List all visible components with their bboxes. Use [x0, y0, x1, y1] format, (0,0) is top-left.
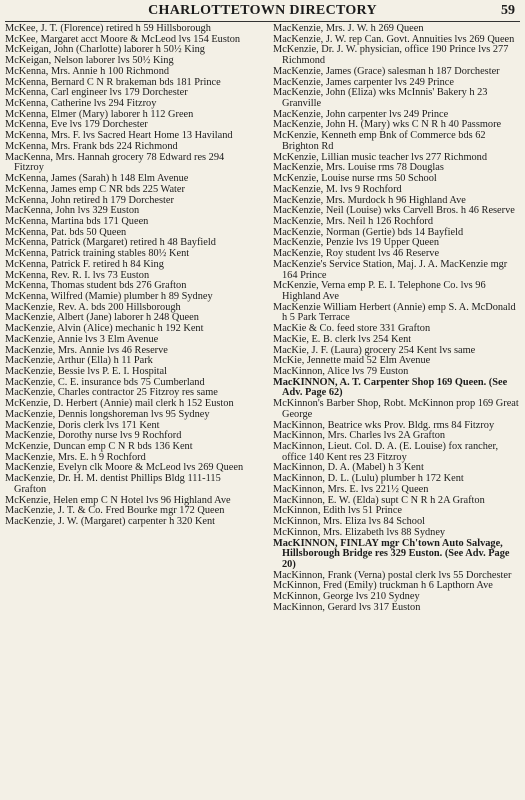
directory-entry: MacKenna, John lvs 329 Euston — [5, 205, 140, 217]
directory-entry: McKinnon, Mrs. Elizabeth lvs 88 Sydney — [273, 526, 446, 538]
directory-entry: McKenna, Eve lvs 179 Dorchester — [5, 119, 148, 131]
directory-entry: MacKenzie, Bessie lvs P. E. I. Hospital — [5, 366, 168, 377]
directory-entry: MacKinnon, D. A. (Mabel) h 3 Kent — [273, 462, 424, 474]
directory-entry: McKenna, Patrick F. retired h 84 King — [5, 258, 164, 270]
directory-entry: MacKenzie, M. lvs 9 Rochford — [273, 183, 402, 195]
directory-entry: McKenna, James emp C NR bds 225 Water — [5, 183, 185, 195]
directory-entry: MacKinnon, Mrs. Charles lvs 2A Grafton — [273, 430, 446, 442]
directory-entry: McKenna, Catherine lvs 294 Fitzroy — [5, 98, 157, 110]
directory-entry: McKenna, John retired h 179 Dorchester — [5, 194, 174, 206]
directory-entry: MacKenzie, Mrs. J. W. h 269 Queen — [273, 23, 424, 34]
directory-entry: MacKenzie's Service Station, Maj. J. A. MacKenzie mgr 164 Prince — [273, 258, 508, 281]
directory-entry: McKee, J. T. (Florence) retired h 59 Hillsborough — [5, 23, 211, 34]
directory-entry: MacKenzie, Albert (Jane) laborer h 248 Queen — [5, 312, 199, 324]
directory-entry: McKenna, Thomas student bds 276 Grafton — [5, 280, 187, 292]
right-column — [273, 24, 521, 614]
directory-entry: McKenna, Wilfred (Mamie) plumber h 89 Sydney — [5, 290, 213, 302]
directory-entry: MacKenzie, Neil (Louise) wks Carvell Bros. h 46 Reserve — [273, 205, 515, 217]
directory-entry: MacKenzie, Mrs. Annie lvs 46 Reserve — [5, 344, 168, 356]
directory-entry: MacKenzie, Alvin (Alice) mechanic h 192 Kent — [5, 323, 204, 335]
page-title: CHARLOTTETOWN DIRECTORY — [148, 3, 377, 18]
directory-entry: MacKenzie, Mrs. Neil h 126 Rochford — [273, 215, 433, 227]
directory-entry: MacKenzie, Evelyn clk Moore & McLeod lvs 269 Queen — [5, 462, 244, 474]
directory-entry: MacKie, J. F. (Laura) grocery 254 Kent lvs same — [273, 344, 476, 356]
page-number: 59 — [501, 3, 515, 18]
directory-entry: McKeigan, Nelson laborer lvs 50½ King — [5, 55, 174, 67]
directory-entry: McKenna, Martina bds 171 Queen — [5, 215, 149, 227]
directory-entry: McKenzie, Lillian music teacher lvs 277 Richmond — [273, 151, 488, 163]
directory-entry: McKee, Margaret acct Moore & McLeod lvs 154 Euston — [5, 33, 241, 45]
directory-entry: McKenna, Bernard C N R brakeman bds 181 Prince — [5, 76, 221, 88]
directory-entry: McKenzie, Dr. J. W. physician, office 190 Prince lvs 277 Richmond — [273, 44, 509, 67]
directory-entry: MacKie, E. B. clerk lvs 254 Kent — [273, 333, 412, 345]
directory-entry: McKenzie, D. Herbert (Annie) mail clerk h 152 Euston — [5, 398, 234, 410]
directory-entry: McKenzie, Verna emp P. E. I. Telephone Co. lvs 96 Highland Ave — [273, 280, 486, 302]
directory-entry: McKenzie, Duncan emp C N R bds 136 Kent — [5, 441, 193, 453]
directory-entry: MacKenzie, James carpenter lvs 249 Prince — [273, 76, 454, 88]
header-rule — [5, 21, 520, 22]
directory-entry: MacKenzie, Doris clerk lvs 171 Kent — [5, 419, 160, 431]
directory-entry: McKenzie, Helen emp C N Hotel lvs 96 Highland Ave — [5, 494, 231, 506]
directory-entry: MacKinnon, Lieut. Col. D. A. (E. Louise) fox rancher, office 140 Kent res 23 Fitzroy — [273, 441, 499, 463]
directory-entry: MacKie & Co. feed store 331 Grafton — [273, 323, 431, 335]
directory-entry: MacKenzie, Roy student lvs 46 Reserve — [273, 248, 440, 260]
directory-entry: McKenna, Mrs. F. lvs Sacred Heart Home 13 Haviland — [5, 130, 233, 142]
left-column — [5, 24, 253, 528]
directory-entry: MacKenzie, Charles contractor 25 Fitzroy res same — [5, 387, 218, 399]
directory-entry: MacKINNON, A. T. Carpenter Shop 169 Queen. (See Adv. Page 62) — [273, 376, 508, 399]
directory-entry: McKinnon's Barber Shop, Robt. McKinnon prop 169 Great George — [273, 398, 519, 420]
directory-entry: MacKenzie, John H. (Mary) wks C N R h 40 Passmore — [273, 119, 502, 131]
directory-entry: MacKenzie, J. T. & Co. Fred Bourke mgr 172 Queen — [5, 505, 225, 517]
directory-entry: McKenna, James (Sarah) h 148 Elm Avenue — [5, 173, 189, 185]
directory-entry: MacKenzie, John (Eliza) wks McInnis' Bakery h 23 Granville — [273, 87, 488, 110]
directory-entry: MacKenzie, John carpenter lvs 249 Prince — [273, 108, 449, 120]
directory-entry: MacKenzie, Norman (Gertie) bds 14 Bayfield — [273, 226, 464, 238]
directory-entry: MacKenzie, C. E. insurance bds 75 Cumberland — [5, 376, 205, 388]
directory-entry: McKenna, Patrick training stables 80½ Kent — [5, 248, 190, 260]
directory-entry: McKenna, Mrs. Annie h 100 Richmond — [5, 65, 170, 77]
directory-entry: MacKinnon, Frank (Verna) postal clerk lvs 55 Dorchester — [273, 569, 512, 581]
directory-entry: McKeigan, John (Charlotte) laborer h 50½ King — [5, 44, 205, 56]
directory-entry: MacKinnon, Gerard lvs 317 Euston — [273, 601, 421, 613]
directory-entry: MacKenzie, Arthur (Ella) h 11 Park — [5, 355, 153, 367]
directory-entry: MacKenzie, J. W. rep Can. Govt. Annuities lvs 269 Queen — [273, 33, 515, 45]
directory-entry: McKenna, Patrick (Margaret) retired h 48 Bayfield — [5, 237, 216, 249]
directory-entry: MacKenzie, Annie lvs 3 Elm Avenue — [5, 333, 159, 345]
directory-entry: MacKenzie, Dorothy nurse lvs 9 Rochford — [5, 430, 182, 442]
directory-entry: MacKenzie, Dr. H. M. dentist Phillips Bldg 111-115 Grafton — [5, 473, 221, 495]
directory-entry: MacKinnon, E. W. (Elda) supt C N R h 2A Grafton — [273, 494, 485, 506]
directory-entry: McKie, Jennette maid 52 Elm Avenue — [273, 355, 431, 367]
directory-entry: McKenna, Elmer (Mary) laborer h 112 Green — [5, 108, 194, 120]
directory-entry: McKinnon, Edith lvs 51 Prince — [273, 505, 402, 517]
directory-entry: MacKenzie, Dennis longshoreman lvs 95 Sydney — [5, 408, 210, 420]
directory-entry: MacKenzie, James (Grace) salesman h 187 Dorchester — [273, 65, 500, 77]
directory-entry: MacKinnon, Mrs. E. lvs 221½ Queen — [273, 483, 429, 495]
directory-entry: McKenna, Pat. bds 50 Queen — [5, 226, 127, 238]
directory-entry: McKinnon, Mrs. Eliza lvs 84 School — [273, 516, 425, 528]
directory-entry: MacKenzie, J. W. (Margaret) carpenter h 320 Kent — [5, 516, 216, 528]
page-header — [0, 0, 525, 22]
directory-entry: MacKenzie, Mrs. E. h 9 Rochford — [5, 451, 146, 463]
directory-entry: McKenna, Mrs. Frank bds 224 Richmond — [5, 140, 178, 152]
directory-entry: MacKenzie, Mrs. Murdock h 96 Highland Ave — [273, 194, 466, 206]
directory-entry: McKenzie, Louise nurse rms 50 School — [273, 173, 437, 185]
directory-entry: MacKenna, Mrs. Hannah grocery 78 Edward res 294 Fitzroy — [5, 151, 225, 174]
directory-entry: MacKinnon, Beatrice wks Prov. Bldg. rms 84 Fitzroy — [273, 419, 495, 431]
directory-entry: MacKinnon, Alice lvs 79 Euston — [273, 366, 409, 377]
directory-entry: MacKenzie, Rev. A. bds 200 Hillsborough — [5, 301, 181, 313]
directory-entry: MacKenzie William Herbert (Annie) emp S. A. McDonald h 5 Park Terrace — [273, 301, 516, 324]
directory-entry: MacKinnon, D. L. (Lulu) plumber h 172 Kent — [273, 473, 464, 485]
directory-entry: MacKenzie, Mrs. Louise rms 78 Douglas — [273, 162, 444, 174]
directory-entry: McKinnon, George lvs 210 Sydney — [273, 591, 420, 603]
directory-entry: MacKINNON, FINLAY mgr Ch'town Auto Salvage, Hillsborough Bridge res 329 Euston. (See Adv. Page 20) — [273, 537, 510, 570]
directory-entry: MacKenzie, Penzie lvs 19 Upper Queen — [273, 237, 440, 249]
directory-entry: McKinnon, Fred (Emily) truckman h 6 Lapthorn Ave — [273, 580, 493, 592]
directory-entry: McKenna, Rev. R. I. lvs 73 Euston — [5, 269, 150, 281]
directory-entry: McKenzie, Kenneth emp Bnk of Commerce bds 62 Brighton Rd — [273, 130, 486, 152]
directory-entry: McKenna, Carl engineer lvs 179 Dorchester — [5, 87, 188, 99]
